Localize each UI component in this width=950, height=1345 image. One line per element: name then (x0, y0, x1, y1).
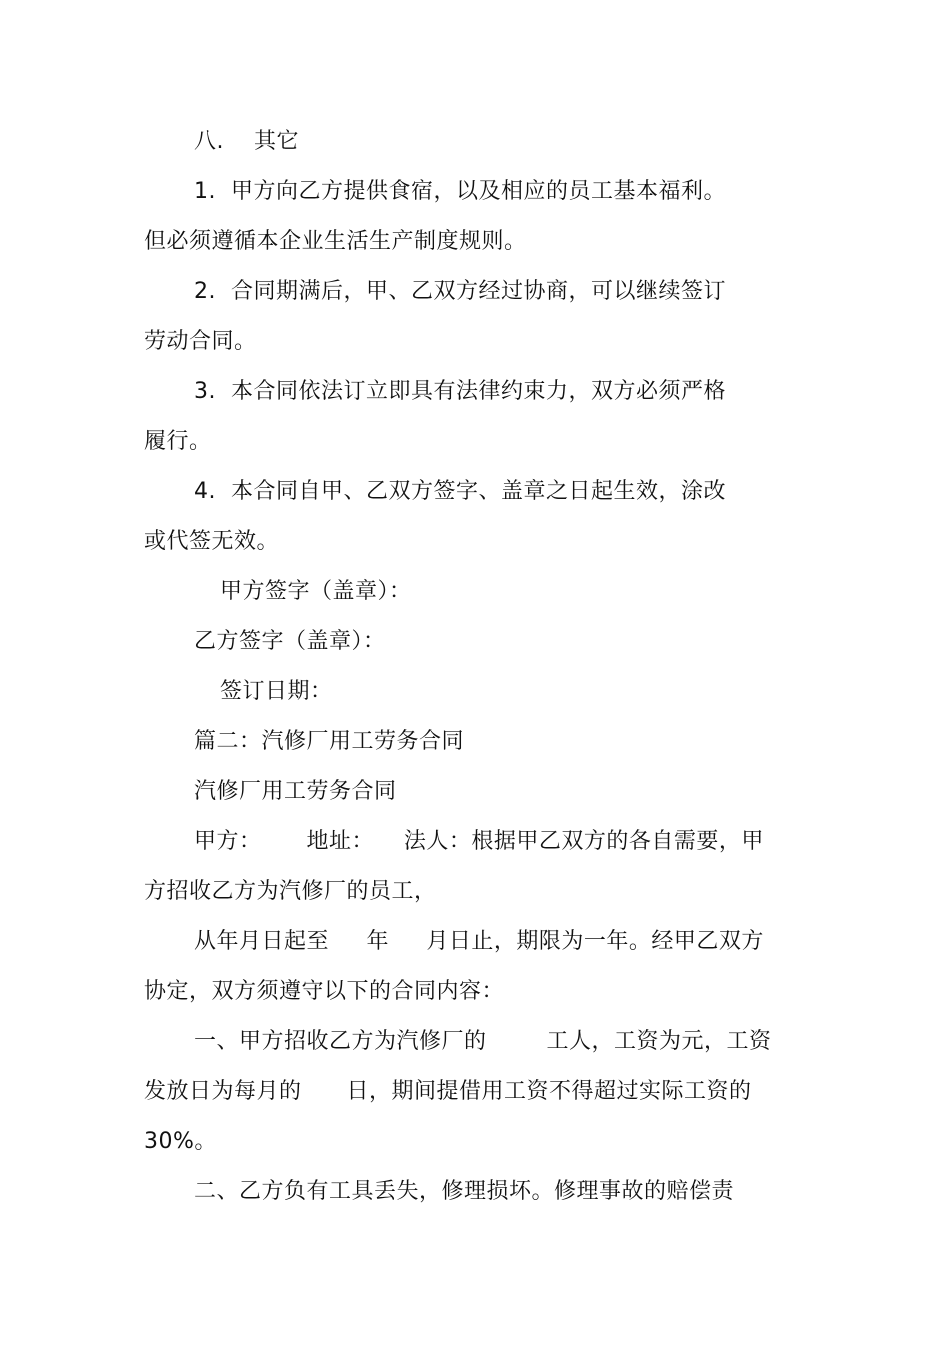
party-b-signature-line: 乙方签字（盖章）： (194, 629, 386, 654)
paragraph-line: 一、甲方招收乙方为汽修厂的 工人，工资为元，工资 (194, 1029, 772, 1054)
paragraph-line: 履行。 (144, 429, 212, 454)
party-a-signature-line: 甲方签字（盖章）： (220, 579, 412, 604)
paragraph-line: 从年月日起至 年 月日止，期限为一年。经甲乙双方 (194, 929, 764, 954)
paragraph-line: 发放日为每月的 日，期间提借用工资不得超过实际工资的 (144, 1079, 752, 1104)
paragraph-line: 2. 合同期满后，甲、乙双方经过协商，可以继续签订 (194, 279, 726, 304)
paragraph-line: 方招收乙方为汽修厂的员工， (144, 879, 437, 904)
paragraph-line: 但必须遵循本企业生活生产制度规则。 (144, 229, 527, 254)
contract-title: 汽修厂用工劳务合同 (194, 779, 397, 804)
paragraph-line: 协定，双方须遵守以下的合同内容： (144, 979, 505, 1004)
chapter-title: 篇二：汽修厂用工劳务合同 (194, 729, 465, 754)
paragraph-line: 1. 甲方向乙方提供食宿，以及相应的员工基本福利。 (194, 179, 726, 204)
paragraph-line: 甲方： 地址： 法人：根据甲乙双方的各自需要，甲 (194, 829, 764, 854)
paragraph-line: 或代签无效。 (144, 529, 280, 554)
paragraph-line: 3. 本合同依法订立即具有法律约束力，双方必须严格 (194, 379, 726, 404)
section-heading: 八. 其它 (194, 129, 299, 154)
paragraph-line: 30%。 (144, 1129, 217, 1154)
paragraph-line: 4. 本合同自甲、乙双方签字、盖章之日起生效，涂改 (194, 479, 726, 504)
paragraph-line: 劳动合同。 (144, 329, 257, 354)
signing-date-line: 签订日期： (220, 679, 333, 704)
paragraph-line: 二、乙方负有工具丢失，修理损坏。修理事故的赔偿责 (194, 1179, 735, 1204)
